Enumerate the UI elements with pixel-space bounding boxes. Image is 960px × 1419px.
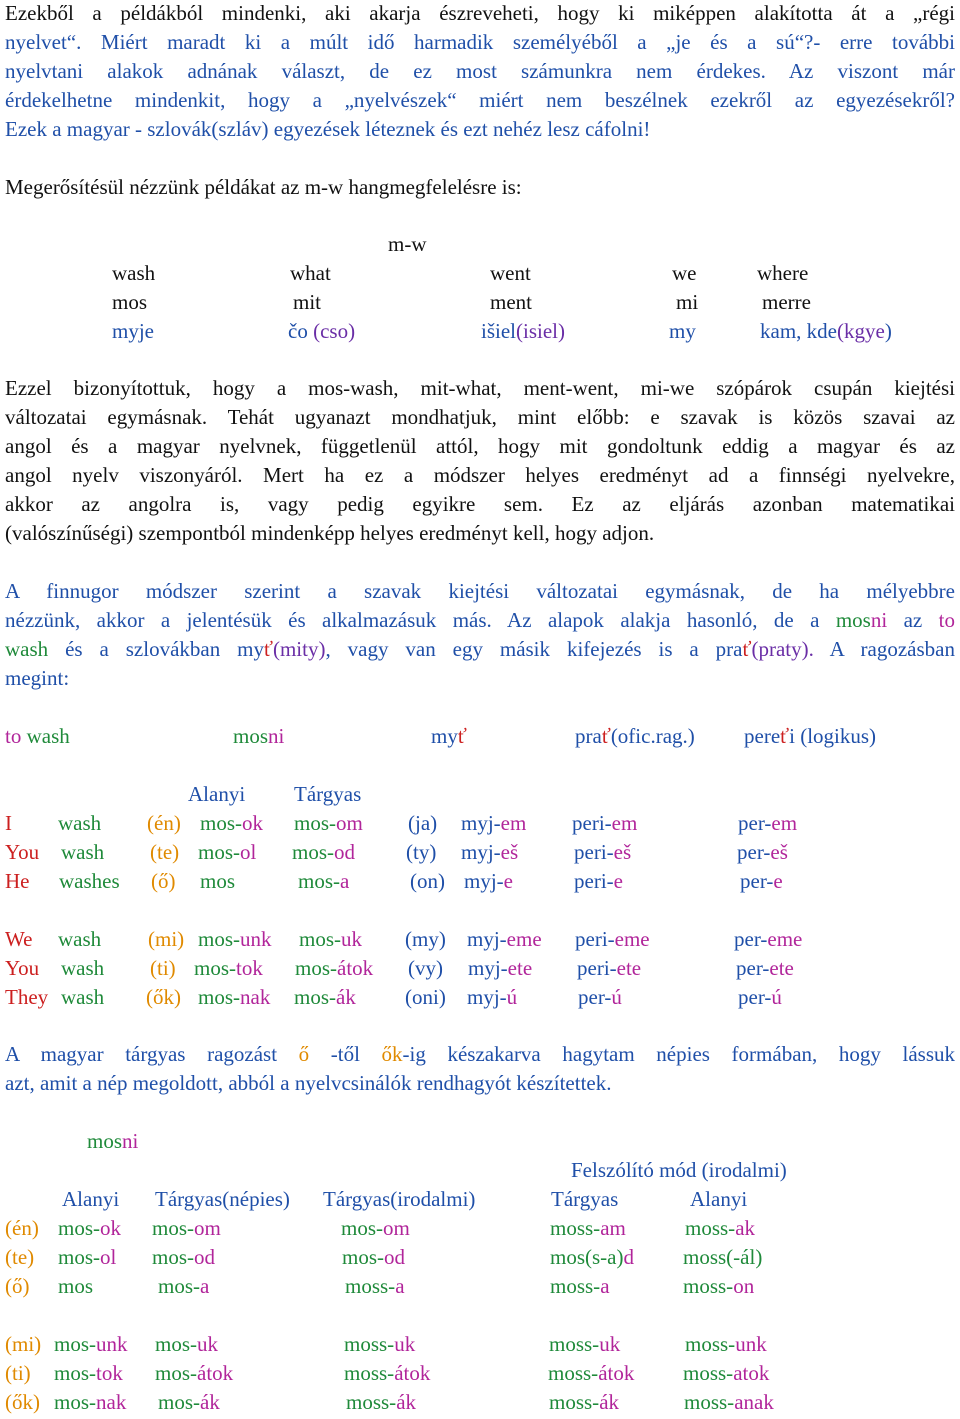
conj1-verb: wash xyxy=(58,927,102,951)
conj1-targyas: mos-od xyxy=(292,840,355,864)
mw-cell: what xyxy=(290,261,331,285)
conj1-targyas: mos-ák xyxy=(294,985,356,1009)
conj1-alanyi: mos-ol xyxy=(198,840,257,864)
prat: prať(ofic.rag.) xyxy=(575,724,695,748)
mw-cell: mit xyxy=(293,290,322,314)
conj1-slovak-verb: myj-em xyxy=(461,811,527,835)
conj1-slovak-verb: myj-eme xyxy=(467,927,542,951)
conj1-slovak-pronoun: (my) xyxy=(405,927,446,951)
conj2-felsz-targyas: moss-uk xyxy=(549,1332,621,1356)
conj2-nepies: mos-átok xyxy=(155,1361,234,1385)
conj2-irodalmi: moss-uk xyxy=(344,1332,416,1356)
conj1-pronoun: (ő) xyxy=(151,869,176,893)
conj1-peri: peri-e xyxy=(574,869,623,893)
conj2-felsz-alanyi: moss-unk xyxy=(685,1332,767,1356)
conj1-verb: washes xyxy=(59,869,120,893)
conj1-peri: peri-eme xyxy=(575,927,650,951)
p3-line-6: (valószínűségi) szempontból mindenképp helyes eredményt kell, hogy adjon. xyxy=(5,521,655,545)
p4-line-2: nézzünk, akkor a jelentésük és alkalmazásuk más. Az alapok alakja hasonló, de a mosni az to xyxy=(5,608,955,632)
conj2-felsz-targyas: mos(s-a)d xyxy=(550,1245,634,1269)
to-wash: to wash xyxy=(5,724,70,748)
conj2-word: mosni xyxy=(87,1129,139,1153)
conj1-targyas: mos-a xyxy=(298,869,350,893)
conj1-per: per-ete xyxy=(736,956,794,980)
conj1-alanyi: mos-nak xyxy=(198,985,271,1009)
conj2-irodalmi: moss-átok xyxy=(344,1361,431,1385)
conj1-header-alanyi: Alanyi xyxy=(188,782,246,806)
mw-cell: my xyxy=(669,319,696,343)
conj1-person: We xyxy=(5,927,33,951)
conj2-nepies: mos-a xyxy=(158,1274,210,1298)
conj2-felsz-targyas: moss-ák xyxy=(549,1390,620,1414)
conj1-alanyi: mos-ok xyxy=(200,811,263,835)
mw-cell: we xyxy=(672,261,697,285)
mw-cell: mos xyxy=(112,290,148,314)
conj2-header: Alanyi xyxy=(62,1187,120,1211)
p3-line-5: akkor az angolra is, vagy pedig egyikre sem. Ez az eljárás azonban matematikai xyxy=(5,492,955,516)
conj1-alanyi: mos xyxy=(200,869,236,893)
conj1-per: per-eš xyxy=(737,840,788,864)
conj1-targyas: mos-átok xyxy=(295,956,374,980)
conj1-per: per-em xyxy=(738,811,798,835)
conj1-targyas: mos-uk xyxy=(299,927,362,951)
p1-line-5: Ezek a magyar - szlovák(szláv) egyezések léteznek és ezt nehéz lesz cáfolni! xyxy=(5,117,651,141)
conj2-alanyi: mos-unk xyxy=(54,1332,128,1356)
conj2-alanyi: mos xyxy=(58,1274,94,1298)
conj2-felsz-targyas: moss-átok xyxy=(548,1361,635,1385)
conj1-peri: peri-em xyxy=(572,811,638,835)
conj1-slovak-pronoun: (oni) xyxy=(405,985,446,1009)
conj2-felsz-alanyi: moss-ak xyxy=(685,1216,756,1240)
conj1-verb: wash xyxy=(61,956,105,980)
conj2-felsz-targyas: moss-am xyxy=(550,1216,626,1240)
p3-line-1: Ezzel bizonyítottuk, hogy a mos-wash, mit-what, ment-went, mi-we szópárok csupán kiejtési xyxy=(5,376,955,400)
conj2-nepies: mos-om xyxy=(152,1216,221,1240)
mw-cell: wash xyxy=(112,261,156,285)
conj2-alanyi: mos-ol xyxy=(58,1245,117,1269)
conj1-pronoun: (ők) xyxy=(146,985,181,1009)
conj1-slovak-verb: myj-ete xyxy=(468,956,533,980)
conj2-alanyi: mos-nak xyxy=(54,1390,127,1414)
p1-line-1: Ezekből a példákból mindenki, aki akarja észreveheti, hogy ki miképpen alakította át a „régi xyxy=(5,1,955,25)
conj2-header: Tárgyas(irodalmi) xyxy=(323,1187,476,1211)
conj2-header: Tárgyas(népies) xyxy=(155,1187,290,1211)
mw-header: m-w xyxy=(388,232,427,256)
conj1-slovak-verb: myj-ú xyxy=(467,985,518,1009)
conj1-verb: wash xyxy=(58,811,102,835)
mw-cell: went xyxy=(490,261,531,285)
conj1-person: They xyxy=(5,985,49,1009)
conj1-verb: wash xyxy=(61,840,105,864)
p1-line-4: érdekelhetne mindenkit, hogy a „nyelvészek“ miért nem beszélnek ezekről az egyezésekről? xyxy=(5,88,955,112)
conj2-nepies: mos-uk xyxy=(155,1332,218,1356)
conj1-person: You xyxy=(5,956,40,980)
conj1-person: I xyxy=(5,811,12,835)
mosni: mosni xyxy=(233,724,285,748)
p4-line-3: wash és a szlovákban myť(mity), vagy van egy másik kifejezés is a prať(praty). A ragozásban xyxy=(5,637,955,661)
conj2-nepies: mos-ák xyxy=(158,1390,220,1414)
conj1-header-targyas: Tárgyas xyxy=(294,782,362,806)
conj2-pronoun: (ők) xyxy=(5,1390,40,1414)
conj1-alanyi: mos-tok xyxy=(194,956,263,980)
conj1-slovak-pronoun: (vy) xyxy=(408,956,443,980)
conj2-pronoun: (mi) xyxy=(5,1332,42,1356)
conj2-felsz-alanyi: moss-atok xyxy=(683,1361,770,1385)
conj1-person: You xyxy=(5,840,40,864)
conj2-pronoun: (én) xyxy=(5,1216,39,1240)
conj1-pronoun: (én) xyxy=(147,811,181,835)
conj1-peri: peri-ete xyxy=(577,956,642,980)
mw-cell: išiel(isiel) xyxy=(481,319,565,343)
conj2-felsz-targyas: moss-a xyxy=(550,1274,610,1298)
conj1-alanyi: mos-unk xyxy=(198,927,272,951)
conj1-slovak-pronoun: (ja) xyxy=(408,811,438,835)
p2-intro: Megerősítésül nézzünk példákat az m-w hangmegfelelésre is: xyxy=(5,175,522,199)
p3-line-4: angol nyelv viszonyáról. Mert ha ez a módszer helyes eredményt ad a finnségi nyelvekre, xyxy=(5,463,955,487)
p4-line-1: A finnugor módszer szerint a szavak kiejtési változatai egymásnak, de ha mélyebbre xyxy=(5,579,955,603)
conj1-pronoun: (te) xyxy=(150,840,180,864)
conj1-peri: peri-eš xyxy=(574,840,632,864)
mw-cell: myje xyxy=(112,319,154,343)
conj2-pronoun: (ti) xyxy=(5,1361,31,1385)
mw-cell: kam, kde(kgye) xyxy=(760,319,892,343)
conj1-per: per-ú xyxy=(738,985,782,1009)
p3-line-3: angol és a magyar nyelvnek, függetlenül attól, hogy mit gondoltunk eddig a magyar és az xyxy=(5,434,955,458)
conj1-per: per-eme xyxy=(734,927,803,951)
conj2-irodalmi: mos-od xyxy=(342,1245,405,1269)
conj2-felsz-alanyi: moss(-ál) xyxy=(683,1245,763,1269)
conj2-irodalmi: moss-a xyxy=(345,1274,405,1298)
conj2-pronoun: (ő) xyxy=(5,1274,30,1298)
conj1-slovak-verb: myj-e xyxy=(464,869,513,893)
conj1-per: per-e xyxy=(740,869,783,893)
mw-cell: ment xyxy=(490,290,532,314)
conj2-header: Tárgyas xyxy=(551,1187,619,1211)
conj1-person: He xyxy=(5,869,30,893)
conj2-nepies: mos-od xyxy=(152,1245,215,1269)
p4-line-4: megint: xyxy=(5,666,70,690)
conj1-pronoun: (mi) xyxy=(148,927,185,951)
p5-line-2: azt, amit a nép megoldott, abból a nyelvcsinálók rendhagyót készítettek. xyxy=(5,1071,612,1095)
conj2-alanyi: mos-tok xyxy=(54,1361,123,1385)
p3-line-2: változatai egymásnak. Tehát ugyanazt mondhatjuk, mint előbb: e szavak is közös szavai az xyxy=(5,405,955,429)
conj1-slovak-pronoun: (ty) xyxy=(406,840,437,864)
myt: myť xyxy=(431,724,467,748)
conj1-pronoun: (ti) xyxy=(150,956,176,980)
pereti: pereťi (logikus) xyxy=(744,724,877,748)
conj1-verb: wash xyxy=(61,985,105,1009)
p1-line-3: nyelvtani alakok adnának választ, de ez most számunkra nem érdekes. Az viszont már xyxy=(5,59,955,83)
p1-line-2: nyelvet“. Miért maradt ki a múlt idő harmadik személyéből a „je és a sú“?- erre további xyxy=(5,30,955,54)
mw-cell: čo (cso) xyxy=(288,319,356,343)
mw-cell: merre xyxy=(762,290,811,314)
conj1-targyas: mos-om xyxy=(294,811,363,835)
conj2-felsz-alanyi: moss-on xyxy=(683,1274,755,1298)
conj2-felsz-alanyi: moss-anak xyxy=(684,1390,774,1414)
conj2-irodalmi: mos-om xyxy=(341,1216,410,1240)
p5-line-1: A magyar tárgyas ragozást ő -től ők-ig készakarva hagytam népies formában, hogy lássuk xyxy=(5,1042,955,1066)
conj2-header: Alanyi xyxy=(690,1187,748,1211)
conj1-slovak-verb: myj-eš xyxy=(461,840,519,864)
conj2-felszolito: Felszólító mód (irodalmi) xyxy=(571,1158,787,1182)
conj2-pronoun: (te) xyxy=(5,1245,35,1269)
conj1-peri: per-ú xyxy=(578,985,622,1009)
conj2-alanyi: mos-ok xyxy=(58,1216,121,1240)
mw-cell: mi xyxy=(676,290,699,314)
conj2-irodalmi: moss-ák xyxy=(346,1390,417,1414)
conj1-slovak-pronoun: (on) xyxy=(410,869,445,893)
mw-cell: where xyxy=(757,261,809,285)
